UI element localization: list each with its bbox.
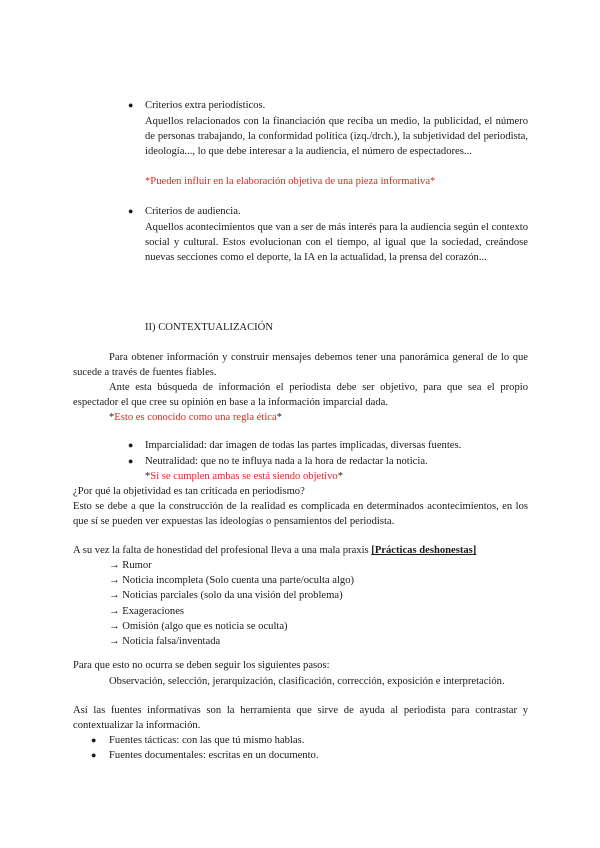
criteria-extra-body: Aquellos relacionados con la financiación que reciba un medio, la publicidad, el número de personas trabajando, la conformidad política (izq./drch.), la subjetividad del periodista, ideología..., lo que debe interesar a la audiencia, el número de espectadores... bbox=[145, 116, 528, 158]
praxis-label: [Prácticas deshonestas] bbox=[371, 545, 477, 556]
ethic-note-suffix: * bbox=[276, 412, 282, 423]
ethic-note-prefix: * bbox=[109, 412, 115, 423]
principle-item: Imparcialidad: dar imagen de todas las partes implicadas, diversas fuentes. bbox=[145, 440, 462, 451]
section-title: II) CONTEXTUALIZACIÓN bbox=[145, 322, 273, 333]
arrow-icon: → bbox=[109, 560, 120, 571]
arrow-icon: → bbox=[109, 605, 120, 617]
answer-text: Esto se debe a que la construcción de la realidad es complicada en determinados acontecimientos, en los que sí se pueden ver expuestas las ideologías o pensamientos del periodista. bbox=[73, 501, 528, 528]
principles-note-text: Si se cumplen ambas se está siendo objetivo bbox=[150, 471, 338, 482]
source-item: Fuentes tácticas: con las que tú mismo hablas. bbox=[109, 735, 305, 746]
praxis-item bbox=[109, 619, 354, 634]
bullet-icon: ● bbox=[128, 456, 134, 466]
sources-intro: Así las fuentes informativas son la herramienta que sirve de ayuda al periodista para contrastar y contextualizar la información. bbox=[73, 705, 528, 732]
ethic-note bbox=[109, 410, 282, 425]
praxis-item bbox=[109, 558, 354, 573]
arrow-icon: → bbox=[109, 575, 120, 587]
principle-item: Neutralidad: que no te influya nada a la hora de redactar la noticia. bbox=[145, 456, 428, 467]
criteria-audience-heading: Criterios de audiencia. bbox=[145, 206, 241, 217]
question-text: ¿Por qué la objetividad es tan criticada en periodismo? bbox=[73, 486, 305, 497]
praxis-item bbox=[109, 604, 354, 619]
praxis-intro-text: A su vez la falta de honestidad del profesional lleva a una mala praxis bbox=[73, 545, 369, 556]
bullet-icon: ● bbox=[128, 100, 134, 110]
steps-intro: Para que esto no ocurra se deben seguir los siguientes pasos: bbox=[73, 660, 330, 671]
praxis-item bbox=[109, 634, 354, 649]
paragraph-panoramic: Para obtener información y construir mensajes debemos tener una panorámica general de lo que sucede a través de fuentes fiables. bbox=[73, 352, 528, 379]
praxis-item bbox=[109, 573, 354, 588]
bullet-icon: ● bbox=[128, 206, 134, 216]
ethic-note-text: Esto es conocido como una regla ética bbox=[114, 412, 277, 423]
paragraph-objectivity: Ante esta búsqueda de información el periodista debe ser objetivo, para que sea el propio espectador el que cree su opinión en base a la información imparcial dada. bbox=[73, 382, 528, 409]
principles-note bbox=[145, 469, 343, 484]
praxis-item-text: Noticias parciales (solo da una visión del problema) bbox=[122, 590, 343, 602]
praxis-item-text: Omisión (algo que es noticia se oculta) bbox=[122, 620, 288, 632]
arrow-icon: → bbox=[109, 590, 120, 602]
source-item: Fuentes documentales: escritas en un documento. bbox=[109, 750, 319, 761]
praxis-list bbox=[109, 558, 354, 649]
praxis-item-text: Exageraciones bbox=[122, 605, 185, 617]
bullet-icon: ● bbox=[91, 735, 97, 745]
criteria-audience-body: Aquellos acontecimientos que van a ser de más interés para la audiencia según el contexto social y cultural. Estos evolucionan con el tiempo, al igual que la sociedad, creándose nuevas secciones como el deporte, la IA en la actualidad, la prensa del corazón... bbox=[145, 222, 528, 264]
praxis-item-text: Noticia falsa/inventada bbox=[122, 636, 221, 648]
criteria-extra-note: *Pueden influir en la elaboración objetiva de una pieza informativa* bbox=[145, 176, 436, 187]
steps-list: Observación, selección, jerarquización, clasificación, corrección, exposición e interpretación. bbox=[109, 676, 505, 687]
arrow-icon: → bbox=[109, 636, 120, 648]
praxis-item-text: Noticia incompleta (Solo cuenta una parte/oculta algo) bbox=[122, 575, 355, 587]
praxis-item-text: Rumor bbox=[122, 560, 152, 571]
praxis-item bbox=[109, 588, 354, 603]
bullet-icon: ● bbox=[128, 440, 134, 450]
praxis-intro bbox=[73, 543, 476, 558]
bullet-icon: ● bbox=[91, 750, 97, 760]
principles-note-prefix: * bbox=[145, 471, 151, 482]
principles-note-suffix: * bbox=[337, 471, 344, 482]
criteria-extra-heading: Criterios extra periodísticos. bbox=[145, 100, 266, 111]
arrow-icon: → bbox=[109, 620, 120, 632]
